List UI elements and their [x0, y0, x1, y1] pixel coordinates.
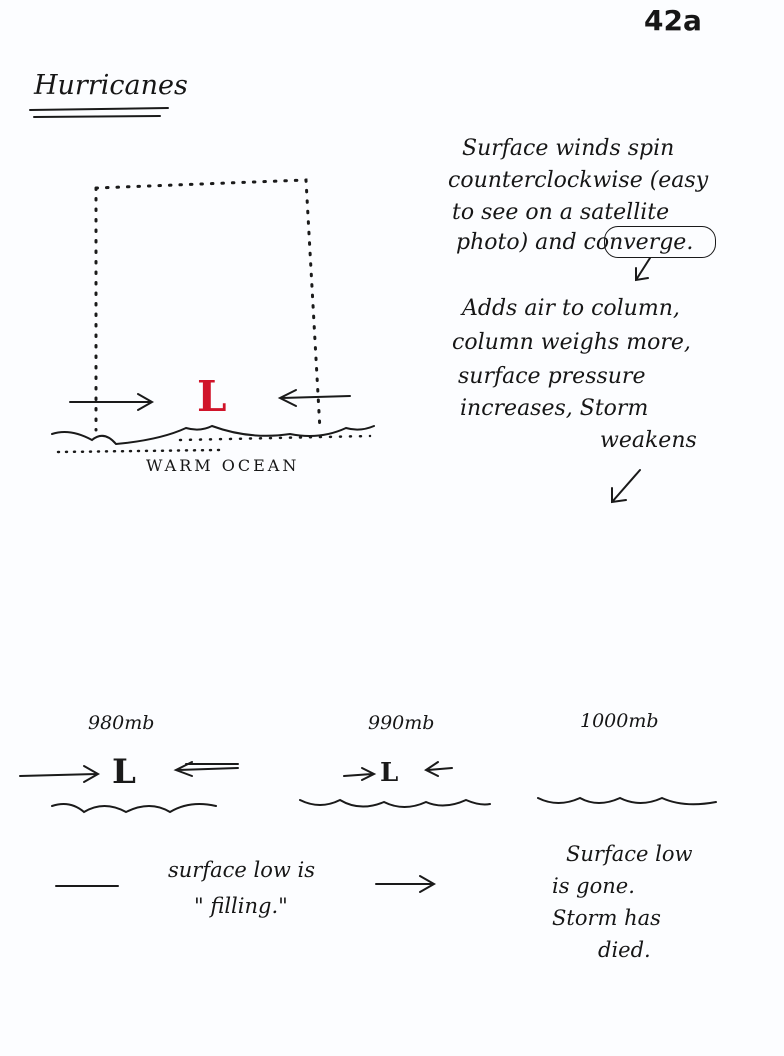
note-arrow-1 [636, 258, 650, 280]
stage2-waves [300, 800, 490, 807]
stage1-low-symbol: L [112, 752, 136, 792]
arrow-right [70, 394, 152, 410]
stage2-arrow-left [426, 762, 452, 776]
title-underline-2 [34, 116, 160, 117]
ocean-waves [52, 426, 374, 444]
note-mid-line-5: weakens [600, 428, 697, 453]
low-pressure-symbol-red: L [197, 372, 227, 421]
stage1-arrow-left [176, 762, 238, 776]
ocean-label: WARM OCEAN [146, 456, 300, 475]
arrow-left [280, 390, 350, 406]
stage3-pressure: 1000mb [580, 710, 659, 732]
page-number: 42a [644, 4, 702, 37]
stage1-pressure: 980mb [88, 712, 155, 734]
stage2-pressure: 990mb [368, 712, 435, 734]
caption-left-line-1: surface low is [168, 858, 315, 882]
note-top-line-1: Surface winds spin [462, 136, 675, 161]
ocean-stipple-2 [180, 436, 370, 440]
converge-circle [604, 226, 716, 258]
stage3-waves [538, 798, 716, 804]
caption-right-line-1: Surface low [566, 842, 693, 866]
stage2-low-symbol: L [380, 758, 399, 788]
note-top-line-3: to see on a satellite [452, 200, 670, 225]
stage1-arrow-right [20, 766, 98, 782]
stage2-arrow-right [344, 768, 374, 780]
caption-right-line-2: is gone. [552, 874, 635, 898]
page-title: Hurricanes [34, 70, 188, 101]
note-mid-line-2: column weighs more, [452, 330, 691, 355]
note-top-line-2: counterclockwise (easy [448, 168, 709, 193]
title-underline [30, 108, 168, 110]
note-top-line-4: photo) and converge. [456, 230, 694, 255]
caption-arrow [376, 876, 434, 892]
note-mid-line-1: Adds air to column, [462, 296, 680, 321]
note-arrow-2 [612, 470, 640, 502]
caption-right-line-4: died. [598, 938, 651, 962]
ocean-stipple [58, 450, 220, 452]
stage1-waves [52, 804, 216, 812]
note-mid-line-3: surface pressure [458, 364, 646, 389]
caption-right-line-3: Storm has [552, 906, 661, 930]
note-mid-line-4: increases, Storm [460, 396, 649, 421]
caption-left-line-2: " filling." [194, 894, 288, 918]
